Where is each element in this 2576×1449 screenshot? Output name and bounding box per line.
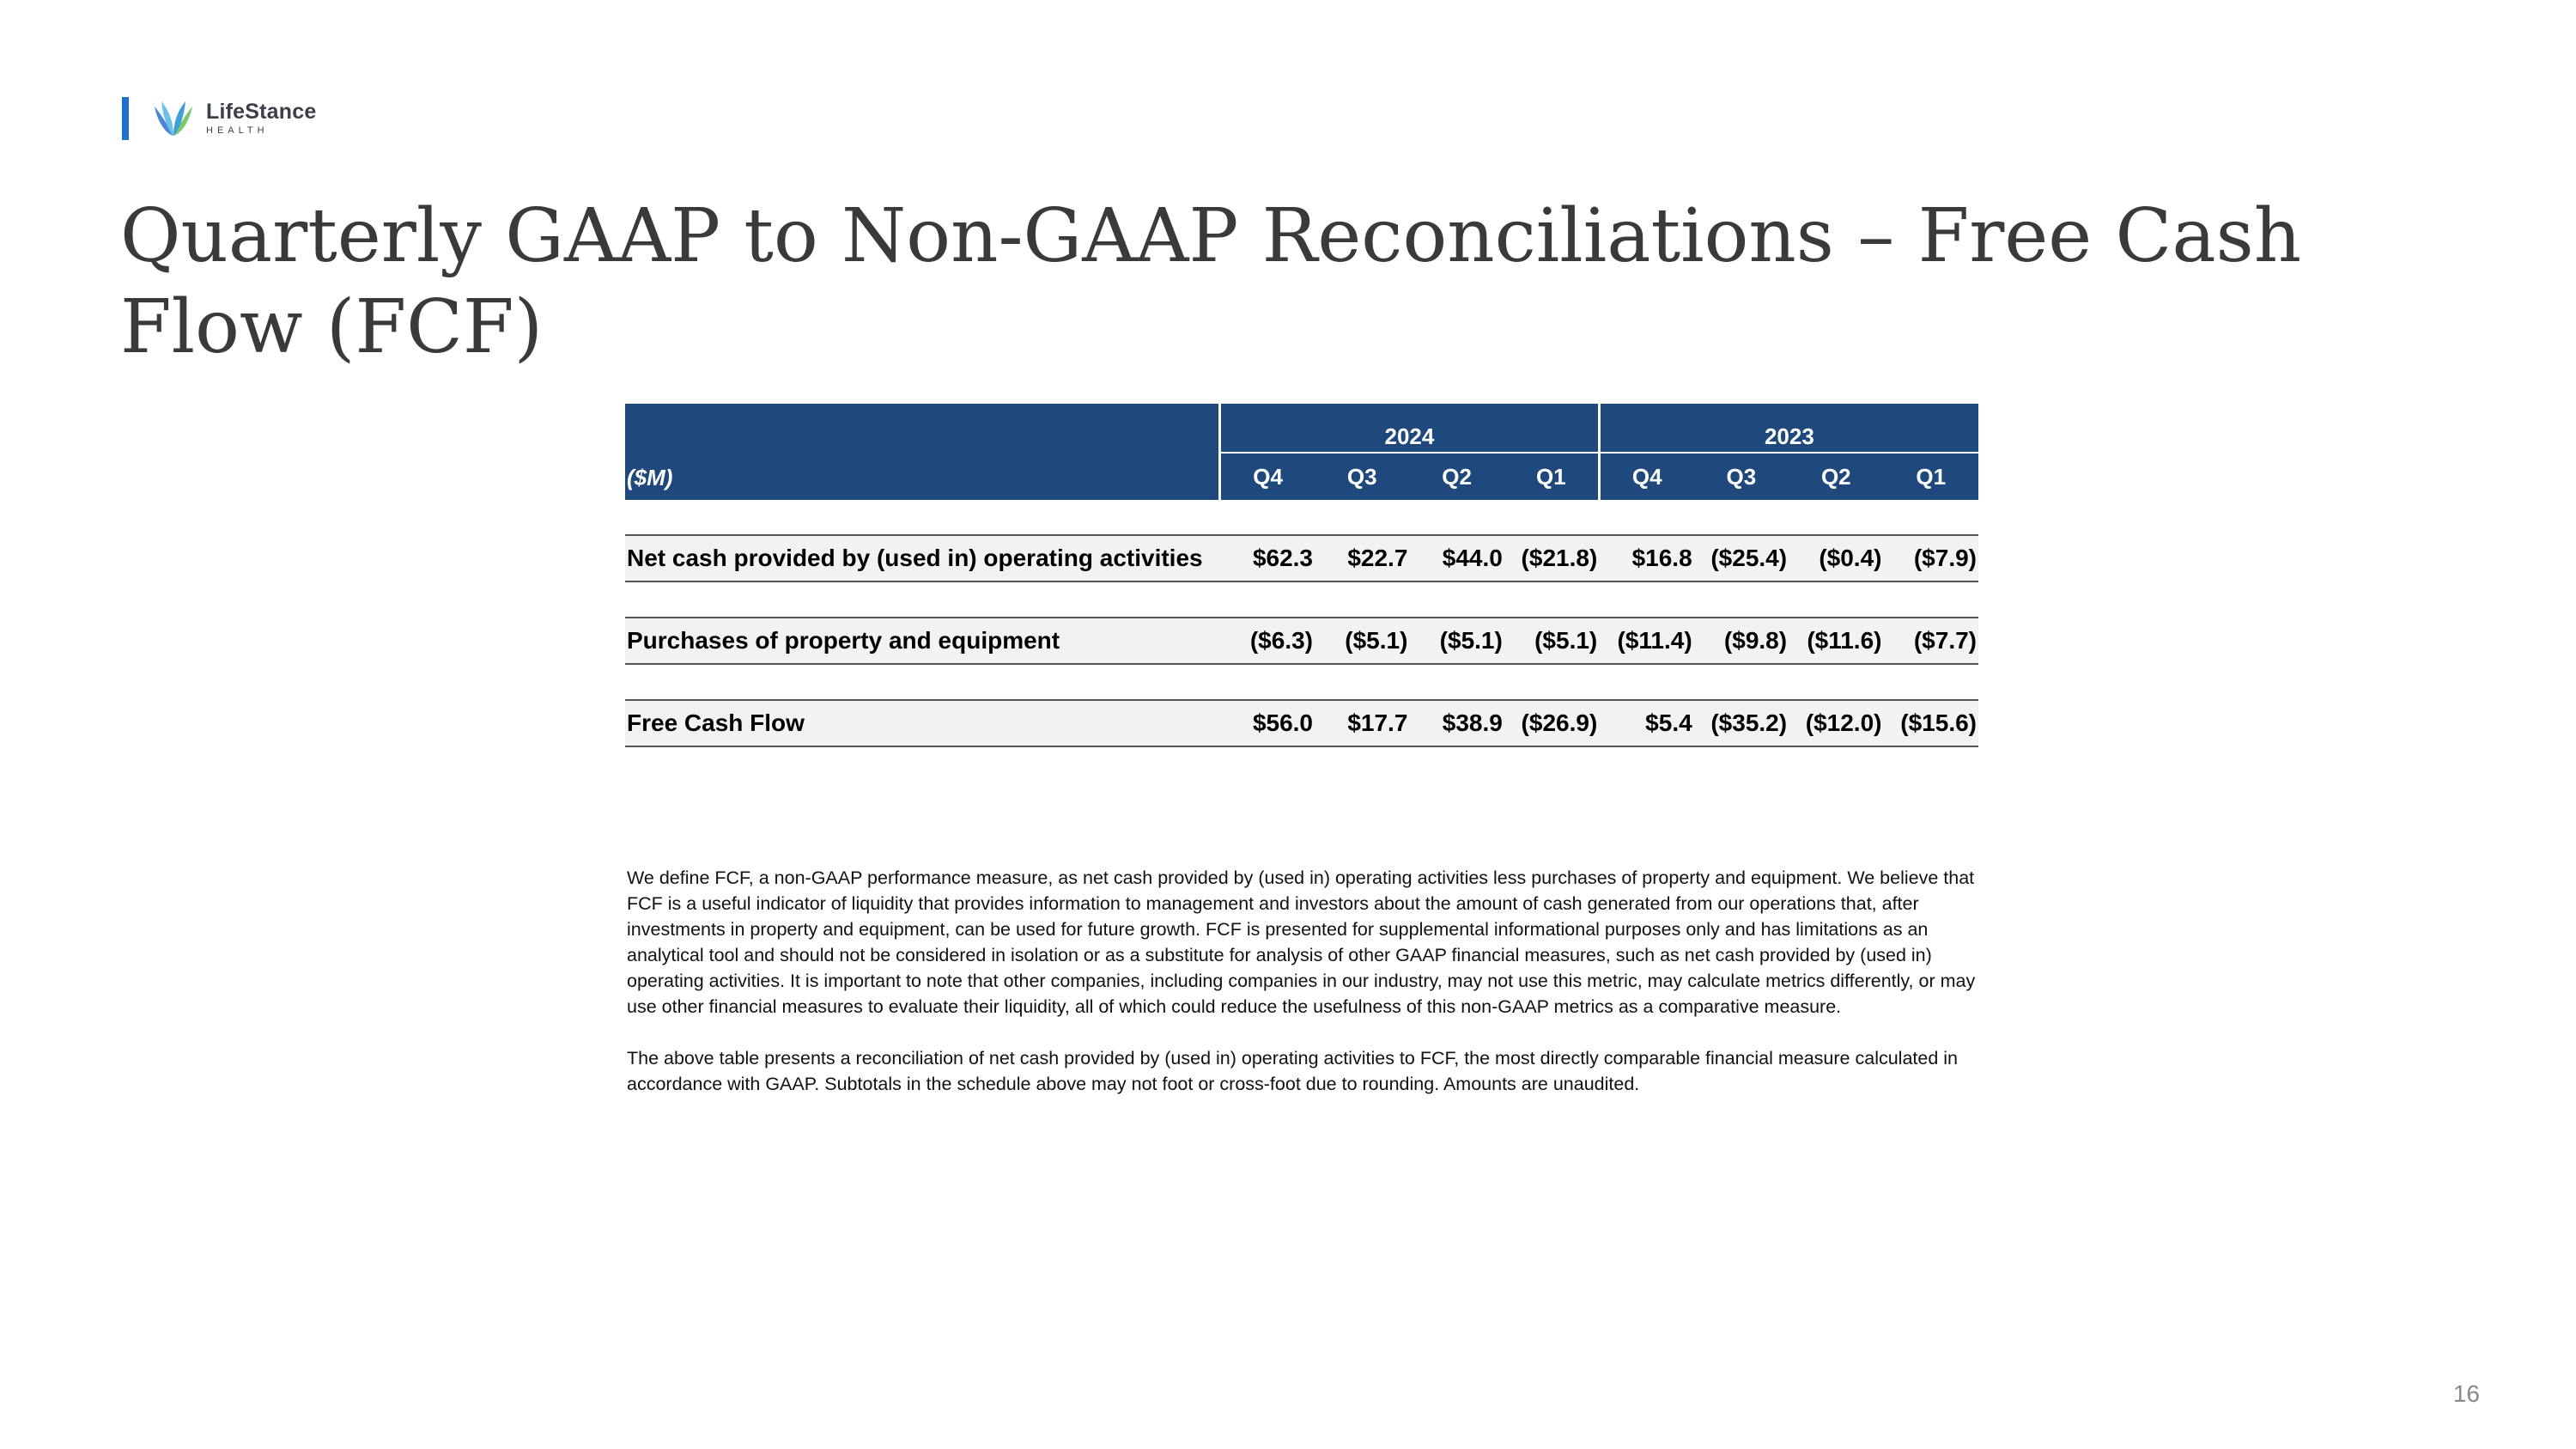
table-cell: ($0.4) [1789, 535, 1883, 581]
year-header-2023: 2023 [1599, 404, 1978, 453]
row-label: Net cash provided by (used in) operating activities [625, 535, 1220, 581]
quarter-header: Q4 [1220, 453, 1315, 500]
quarter-header: Q3 [1315, 453, 1409, 500]
row-label: Purchases of property and equipment [625, 618, 1220, 664]
table-cell: $38.9 [1409, 700, 1504, 746]
quarter-header: Q4 [1599, 453, 1693, 500]
table-cell: $17.7 [1315, 700, 1409, 746]
table-cell: $56.0 [1220, 700, 1315, 746]
table-cell: ($35.2) [1694, 700, 1789, 746]
table-cell: ($5.1) [1504, 618, 1599, 664]
quarter-header: Q1 [1504, 453, 1599, 500]
logo-subtitle: HEALTH [206, 125, 269, 136]
table-cell: $62.3 [1220, 535, 1315, 581]
table-header-years [625, 404, 1978, 453]
table-row-operating-cash [625, 535, 1978, 581]
fcf-reconciliation-table [625, 404, 1978, 747]
table-cell: $22.7 [1315, 535, 1409, 581]
table-row-purchases [625, 618, 1978, 664]
quarter-header: Q2 [1789, 453, 1883, 500]
page-number: 16 [2452, 1380, 2480, 1407]
table-cell: ($21.8) [1504, 535, 1599, 581]
table-cell: ($11.4) [1599, 618, 1693, 664]
table-row-free-cash-flow [625, 700, 1978, 746]
lifestance-leaf-icon [149, 94, 197, 143]
logo-name: LifeStance [206, 100, 317, 124]
table-cell: ($15.6) [1883, 700, 1978, 746]
quarter-header: Q1 [1883, 453, 1978, 500]
table-cell: $5.4 [1599, 700, 1693, 746]
table-cell: ($7.7) [1883, 618, 1978, 664]
row-label: Free Cash Flow [625, 700, 1220, 746]
table-cell: ($6.3) [1220, 618, 1315, 664]
quarter-header: Q2 [1409, 453, 1504, 500]
reconciliation-note: The above table presents a reconciliation of net cash provided by (used in) operating activities to FCF, the most directly comparable financial measure calculated in accordance with GAAP. Subtotals in the schedule above may not foot or cross-foot due to rounding. Amounts are unaudited. [627, 1048, 1959, 1094]
logo-accent-bar [122, 97, 129, 140]
table-cell: ($7.9) [1883, 535, 1978, 581]
table-cell: ($12.0) [1789, 700, 1883, 746]
table-cell: ($25.4) [1694, 535, 1789, 581]
table-cell: ($5.1) [1409, 618, 1504, 664]
table-cell: ($9.8) [1694, 618, 1789, 664]
table-cell: $44.0 [1409, 535, 1504, 581]
company-logo [122, 94, 316, 143]
quarter-header: Q3 [1694, 453, 1789, 500]
year-header-2024: 2024 [1220, 404, 1600, 453]
table-cell: $16.8 [1599, 535, 1693, 581]
table-cell: ($11.6) [1789, 618, 1883, 664]
table-cell: ($5.1) [1315, 618, 1409, 664]
table-cell: ($26.9) [1504, 700, 1599, 746]
page-title: Quarterly GAAP to Non-GAAP Reconciliations – Free Cash Flow (FCF) [120, 193, 2302, 370]
fcf-definition-note: We define FCF, a non-GAAP performance measure, as net cash provided by (used in) operating activities less purchases of property and equipment. We believe that FCF is a useful indicator of liquidity that provides information to management and investors about the amount of cash generated from our operations that, after investments in property and equipment, can be used for future growth. FCF is presented for supplemental informational purposes only and has limitations as an analytical tool and should not be considered in isolation or as a substitute for analysis of other GAAP financial measures, such as net cash provided by (used in) operating activities. It is important to note that other companies, including companies in our industry, may not use this metric, may calculate metrics differently, or may use other financial measures to evaluate their liquidity, all of which could reduce the usefulness of this non-GAAP metrics as a comparative measure. [627, 868, 1976, 1017]
footnotes [627, 865, 1984, 1123]
unit-label: ($M) [625, 404, 1220, 500]
